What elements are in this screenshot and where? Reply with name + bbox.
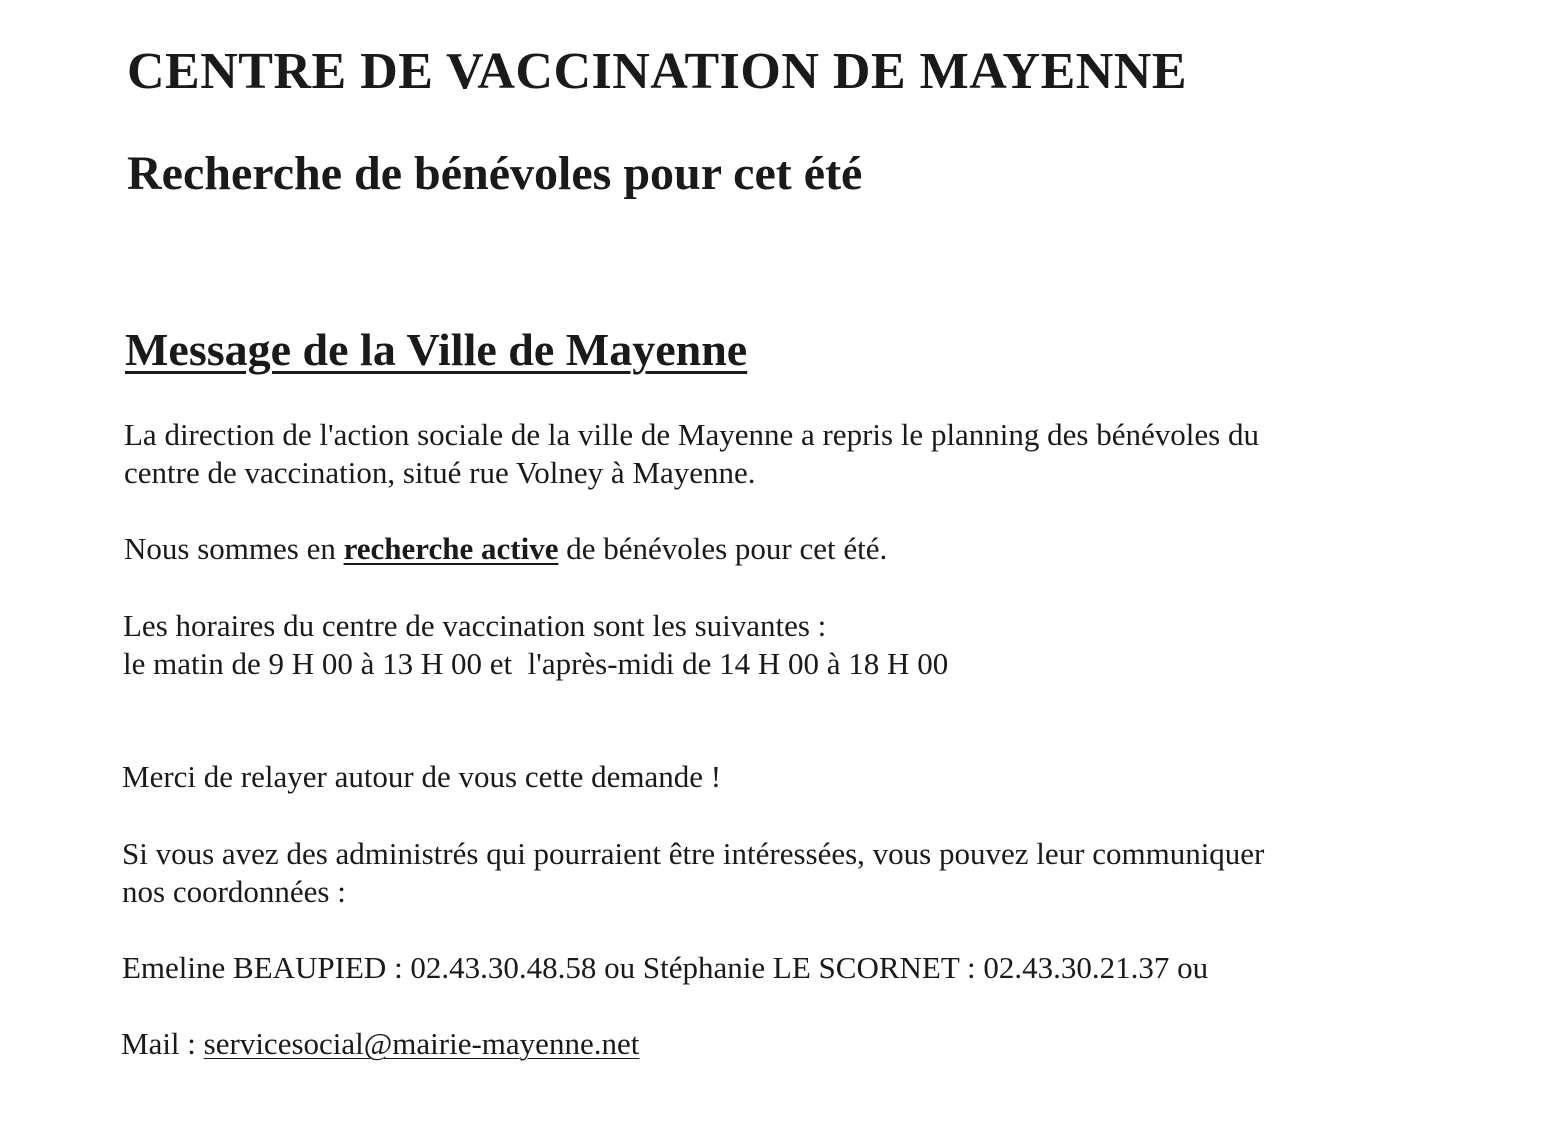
contacts-line: Emeline BEAUPIED : 02.43.30.48.58 ou Stéphanie LE SCORNET : 02.43.30.21.37 ou xyxy=(122,950,1209,985)
mail-label: Mail : xyxy=(121,1026,204,1061)
paragraph-merci: Merci de relayer autour de vous cette demande ! xyxy=(122,759,722,794)
paragraph-recherche-before: Nous sommes en xyxy=(124,531,344,566)
recherche-active-emphasis: recherche active xyxy=(343,531,559,566)
administres-line-1: Si vous avez des administrés qui pourraient être intéressées, vous pouvez leur communiquer xyxy=(122,836,1265,871)
horaires-intro: Les horaires du centre de vaccination sont les suivantes : xyxy=(123,608,827,643)
section-heading: Message de la Ville de Mayenne xyxy=(125,324,748,375)
paragraph-horaires xyxy=(123,607,948,683)
document-subtitle: Recherche de bénévoles pour cet été xyxy=(127,147,863,200)
administres-line-2: nos coordonnées : xyxy=(122,874,346,909)
paragraph-direction-line-1: La direction de l'action sociale de la ville de Mayenne a repris le planning des bénévoles du xyxy=(124,417,1259,452)
mail-address-link[interactable]: servicesocial@mairie-mayenne.net xyxy=(203,1026,640,1061)
paragraph-direction xyxy=(124,416,1259,492)
horaires-times: le matin de 9 H 00 à 13 H 00 et l'après-midi de 14 H 00 à 18 H 00 xyxy=(123,646,949,681)
paragraph-recherche-after: de bénévoles pour cet été. xyxy=(558,531,888,566)
document-title: CENTRE DE VACCINATION DE MAYENNE xyxy=(127,43,1188,100)
paragraph-direction-line-2: centre de vaccination, situé rue Volney à Mayenne. xyxy=(124,455,756,490)
paragraph-administres xyxy=(122,835,1264,911)
paragraph-recherche xyxy=(124,530,887,568)
mail-line xyxy=(121,1025,639,1063)
